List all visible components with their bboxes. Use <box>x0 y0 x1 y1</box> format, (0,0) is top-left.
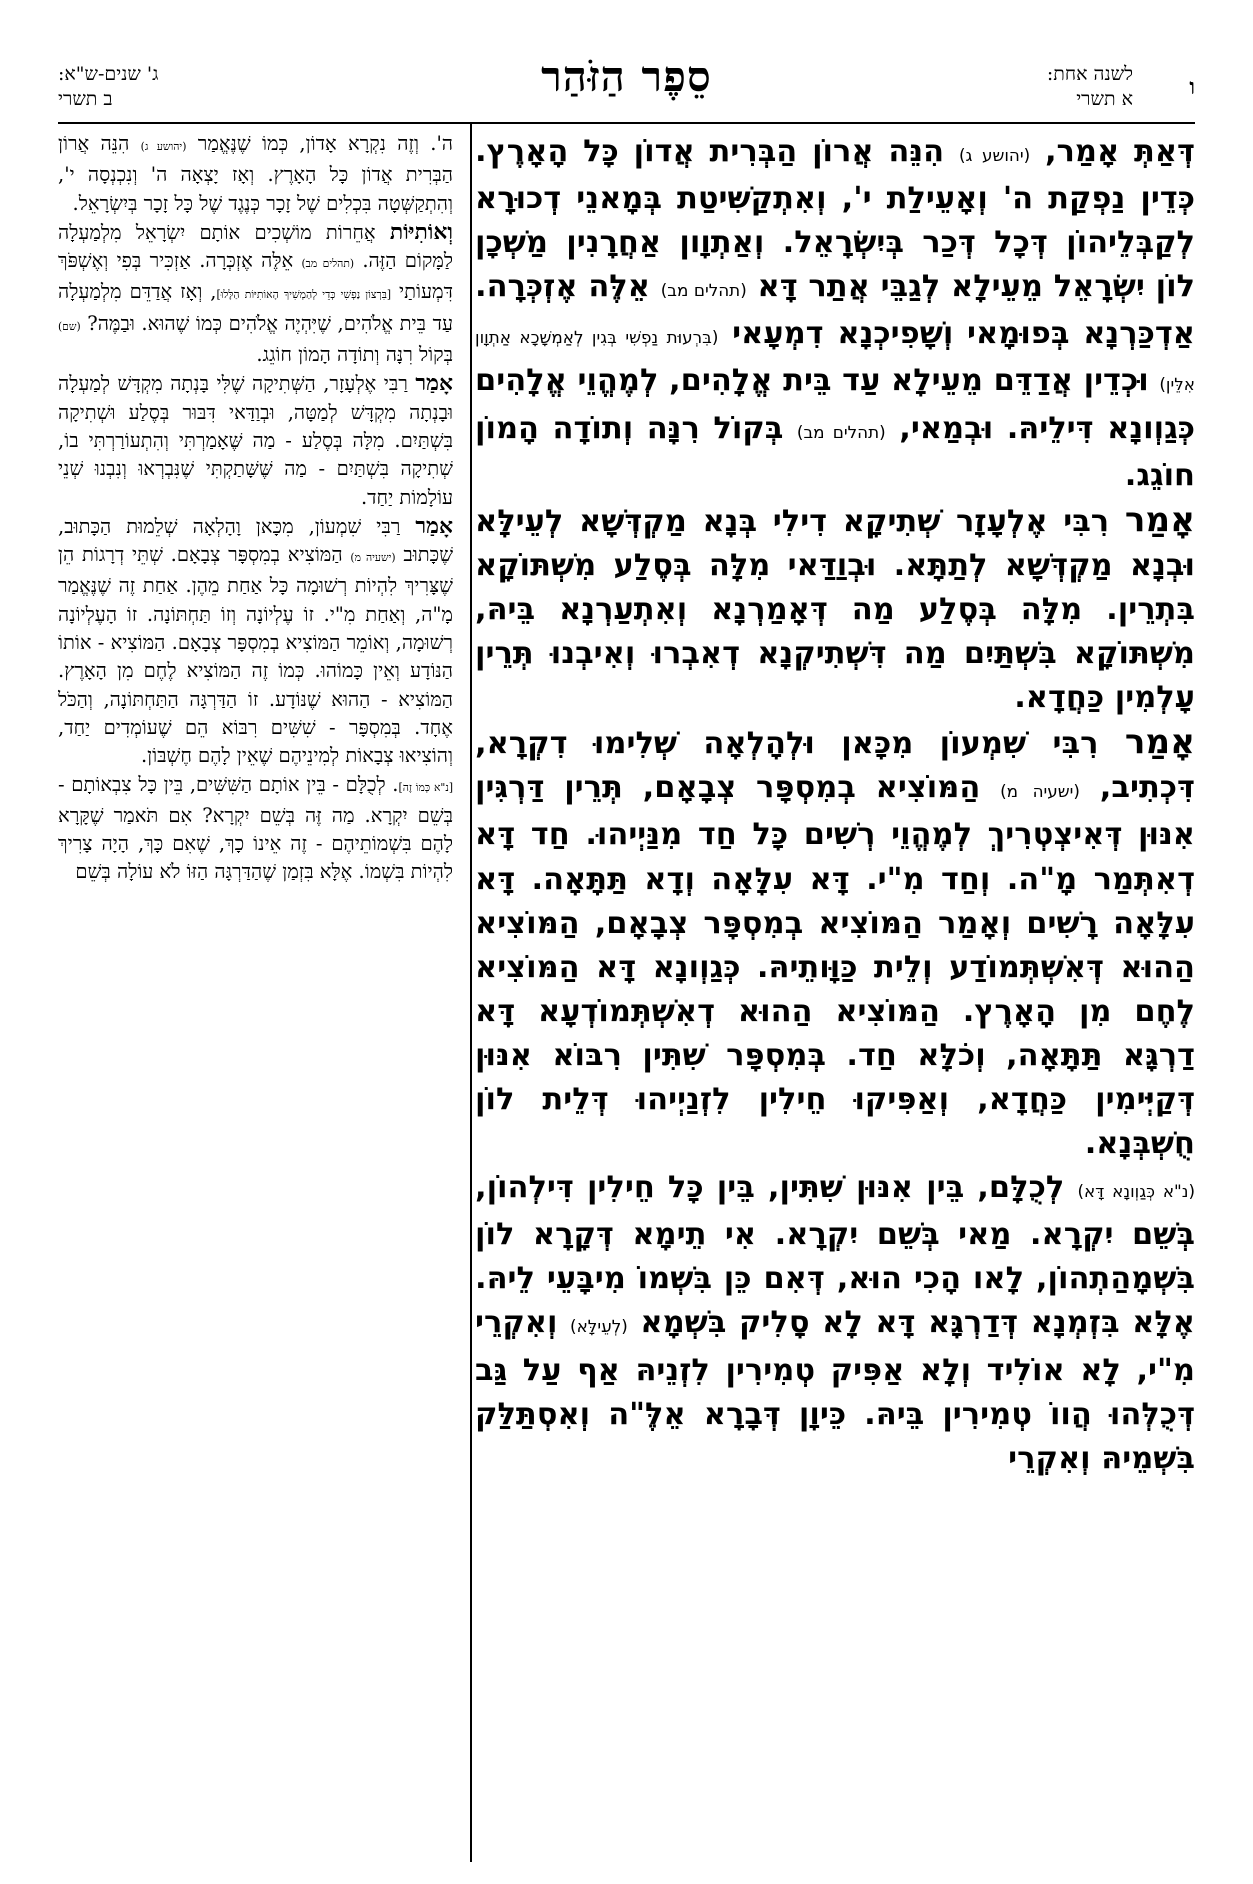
side-text: בְּקוֹל רִנָּה וְתוֹדָה הָמוֹן חוֹגֵג. <box>256 343 453 367</box>
citation: (תהלים מב) <box>301 257 355 271</box>
main-text: רִבִּי אֶלְעָזָר שְׁתִיקָא דִילִי בְּנָא מַקְדְּשָׁא לְעֵילָּא וּבְנָא מַקְדְּשָׁא לְתַתָּא. וּבְוַדַּאי מִלָּה בְּסֶלַע מִשְׁתּוֹקָא בִּתְרֵין. מִלָּה בְּסֶלַע מַה דְּאָמַרְנָא וְאִתְעַרְנָא בֵּיהּ, מִשְׁתּוֹקָא בִּשְׁתַּיִם מַה דִּשְׁתִיקְנָא דְאִבְרוּ וְאִיבְנוּ תְּרֵין עָלְמִין כַּחֲדָא. <box>475 503 1195 716</box>
main-paragraph-1 <box>475 130 1195 498</box>
side-text: רַבִּי אֶלְעָזָר, הַשְּׁתִיקָה שֶׁלִּי בָּנְתָה מִקְדָּשׁ לְמַעְלָה וּבָנְתָה מִקְדָּשׁ לְמַטָּה, וּבְוַדַּאי דִּבּוּר בְּסֶלַע וּשְׁתִיקָה בִּשְׁתַּיִם. מִלָּה בְּסֶלַע - מַה שֶּׁאָמַרְתִּי וְהִתְעוֹרַרְתִּי בוֹ, שְׁתִיקָה בִּשְׁתַּיִם - מַה שֶּׁשָּׁתַקְתִּי שֶׁנִּבְרְאוּ וְנִבְנוּ שְׁנֵי עוֹלָמוֹת יַחַד. <box>58 372 453 509</box>
citation: (ישעיה מ) <box>350 551 396 565</box>
main-text: אֵלֶּה אֶזְכְּרָה. אַדְכַּרְנָא בְּפוּמָאי וְשָׁפִיכְנָא דִמְעָאי <box>475 269 1195 352</box>
main-paragraph-3 <box>475 720 1195 1166</box>
citation: (ישעיה מ) <box>1000 781 1080 802</box>
side-paragraph-3 <box>58 369 453 511</box>
side-text: רַבִּי שִׁמְעוֹן, מִכָּאן וָהָלְאָה שְׁלֵמוּת הַכָּתוּב, שֶׁכָּתוּב <box>58 514 453 567</box>
side-paragraph-4 <box>58 512 453 771</box>
paragraph-lead-word: אָמַר <box>1124 722 1195 763</box>
citation: (שם) <box>58 319 81 333</box>
main-column <box>475 130 1195 1850</box>
page-number: ו <box>1189 74 1195 100</box>
header-left <box>58 62 318 118</box>
side-text: ה'. וְזֶה נִקְרָא אָדוֹן, כְּמוֹ שֶׁנֶּאֱמַר <box>197 132 453 155</box>
column-divider <box>470 122 472 1862</box>
side-paragraph-1 <box>58 130 453 218</box>
page-title: סֵפֶר הַזֹּהַר <box>541 52 712 101</box>
citation: (לְעֵילָּא) <box>570 1316 628 1337</box>
side-text: אֵלֶּה אֶזְכְּרָה. אַזְכִּיר בְּפִי וְאֶשְׁפֹּךְ דִּמְעוֹתַי <box>58 249 453 304</box>
side-text: הַמּוֹצִיא בְמִסְפָּר צְבָאָם. שְׁתֵּי דְרָגוֹת הֵן שֶׁצָּרִיךְ לִהְיוֹת רְשׁוּמָה כָּל אַחַת מֵהֶן. אַחַת זֶה שֶׁנֶּאֱמַר מָ"ה, וְאַחַת מִ"י. זוֹ עֶלְיוֹנָה וְזוֹ תַּחְתּוֹנָה. זוֹ הָעֶלְיוֹנָה רְשׁוּמָה, וְאוֹמֵר הַמּוֹצִיא בְמִסְפָּר צְבָאָם. הַמּוֹצִיא - אוֹתוֹ הַנּוֹדָע וְאֵין כָּמוֹהוּ. כְּמוֹ זֶה הַמּוֹצִיא לֶחֶם מִן הָאָרֶץ. הַמּוֹצִיא - הַהוּא שֶׁנּוֹדָע. זוֹ הַדַּרְגָּה הַתַּחְתּוֹנָה, וְהַכֹּל אֶחָד. בְּמִסְפָּר - שִׁשִּׁים רִבּוֹא הֵם שֶׁעוֹמְדִים יַחַד, וְהוֹצִיאוּ צְבָאוֹת לְמִינֵיהֶם שֶׁאֵין לָהֶם חֶשְׁבּוֹן. <box>58 543 453 768</box>
main-text: הַמּוֹצִיא בְמִסְפָּר צְבָאָם, תְּרֵין דַּרְגִּין אִנּוּן דְּאִיצְטְרִיךְ לְמֶהֱוֵי רְשִׁים כָּל חַד מִנַּיְיהוּ. חַד דָּא דְאִתְּמַר מָ"ה. וְחַד מִ"י. דָּא עִלָּאָה וְדָא תַּתָּאָה. דָּא עִלָּאָה רָשִׁים וְאָמַר הַמּוֹצִיא בְמִסְפָּר צְבָאָם, הַמּוֹצִיא הַהוּא דְּאִשְׁתְּמוֹדַע וְלֵית כַּוָּותֵיהּ. כְּגַוְונָא דָּא הַמּוֹצִיא לֶחֶם מִן הָאָרֶץ. הַמּוֹצִיא הַהוּא דְאִשְׁתְּמוֹדְעָא דָּא דַרְגָּא תַּתָּאָה, וְכֹלָּא חַד. בְּמִסְפָּר שִׁתִּין רִבּוֹא אִנּוּן דְּקַיְּימִין כַּחֲדָא, וְאַפִּיקוּ חֵילִין לִזְנַיְיהוּ דְּלֵית לוֹן חֻשְׁבְּנָא. <box>475 770 1195 1162</box>
paragraph-lead-word: וְאוֹתִיּוֹת <box>389 218 453 245</box>
main-text: דְּאַתְּ אָמַר, <box>1044 134 1195 169</box>
header-right <box>873 62 1133 118</box>
citation: (נ"א כְּגַוְונָא דָּא) <box>1077 1181 1195 1202</box>
main-paragraph-4 <box>475 1166 1195 1481</box>
header-right-line1: לשנה אחת: <box>1046 63 1133 85</box>
side-paragraph-2 <box>58 218 453 369</box>
side-text: . לְכֻלָּם - בֵּין אוֹתָם הַשִּׁשִּׁים, בֵּין כָּל צִבְאוֹתָם - בְּשֵׁם יִקְרָא. מַה זֶּה בְּשֵׁם יִקְרָא? אִם תֹּאמַר שֶׁקָּרָא לָהֶם בִּשְׁמוֹתֵיהֶם - זֶה אֵינוֹ כָךְ, שֶׁאִם כָּךְ, הָיָה צָרִיךְ לִהְיוֹת בִּשְׁמוֹ. אֶלָּא בִּזְמַן שֶׁהַדַּרְגָּה הַזּוֹ לֹא עוֹלָה בְּשֵׁם <box>58 772 453 884</box>
main-text: בְּקוֹל רִנָּה וְתוֹדָה הָמוֹן חוֹגֵג. <box>475 410 1195 493</box>
paragraph-lead-word: אָמַר <box>415 512 453 539</box>
header-rule <box>58 122 1195 124</box>
side-text: , וְאָז אֲדַדֵּם מִלְמַעְלָה עַד בֵּית אֱלֹהִים, שֶׁיִּהְיֶה אֱלֹהִים כְּמוֹ שֶׁהוּא. וּבַמֶּה? <box>58 280 453 335</box>
main-text: לְכֻלָּם, בֵּין אִנּוּן שִׁתִּין, בֵּין כָּל חֵילִין דִּילְהוֹן, בְּשֵׁם יִקְרָא. מַאי בְּשֵׁם יִקְרָא. אִי תֵימָא דְּקָרָא לוֹן בִּשְׁמָהַתְהוֹן, לָאו הָכִי הוּא, דְּאִם כֵּן בִּשְׁמוֹ מִיבָּעֵי לֵיהּ. אֶלָּא בִּזְמְנָא דְּדַרְגָּא דָּא לָא סָלִיק בִּשְׁמָא <box>475 1170 1195 1341</box>
main-text: וּכְדֵין אֲדַדֵּם מֵעֵילָא עַד בֵּית אֱלָהִים, לְמֶהֱוֵי אֱלָהִים כְּגַוְונָא דִּילֵיהּ. וּבְמַאי, <box>475 363 1195 446</box>
citation: (תהלים מב) <box>660 280 747 301</box>
citation: [נ"א כְּמוֹ זֶה] <box>398 780 453 794</box>
header-right-line2: א תשרי <box>1076 88 1133 110</box>
header-left-line2: ב תשרי <box>58 88 113 110</box>
citation: [בִּרְצוֹן נַפְשִׁי כְּדֵי לְהַמְשִׁיךְ הָאוֹתִיּוֹת הַלָּלוּ] <box>216 288 392 302</box>
paragraph-lead-word: אָמַר <box>1124 499 1195 540</box>
side-paragraph-5 <box>58 771 453 887</box>
citation: (בִּרְעוּת נַפְשִׁי בְּגִין לְאַמְשָׁכָא אַתְוָון אִלֵּין) <box>475 327 1195 395</box>
citation: (יהושע ג) <box>140 140 187 153</box>
citation: (תהלים מב) <box>796 421 886 442</box>
header-left-line1: ג' שנים-ש"א: <box>58 63 159 85</box>
translation-column <box>58 130 453 1850</box>
main-paragraph-2 <box>475 498 1195 720</box>
side-text: הִנֵּה אֲרוֹן הַבְּרִית אֲדוֹן כָּל הָאָרֶץ. וְאָז יָצְאָה ה' וְנִכְנְסָה י', וְהִתְקַשְּׁטָה בִּכְלִים שֶׁל זָכָר כְּנֶגֶד שֶׁל כָּל זָכָר בְּיִשְׂרָאֵל. <box>58 132 453 215</box>
main-text: הִנֵּה אֲרוֹן הַבְּרִית אֲדוֹן כָּל הָאָרֶץ. כְּדֵין נַפְקַת ה' וְאָעֵילַת י', וְאִתְקַשִּׁיטַת בְּמָאנֵי דְכוּרָא לְקַבְּלֵיהוֹן דְּכָל דְּכַר בְּיִשְׂרָאֵל. וְאַתְוָון אַחֲרָנִין מַשְׁכָן לוֹן יִשְׂרָאֵל מֵעֵילָא לְגַבֵּי אֲתַר דָּא <box>475 134 1195 305</box>
citation: (יהושע ג) <box>958 145 1031 165</box>
side-text: אֲחֵרוֹת מוֹשְׁכִים אוֹתָם יִשְׂרָאֵל מִלְמַעְלָה לַמָּקוֹם הַזֶּה. <box>58 220 453 273</box>
paragraph-lead-word: אָמַר <box>415 370 453 397</box>
main-text: וְאִקְרֵי מִ"י, לָא אוֹלִיד וְלָא אַפִּיק טְמִירִין לִזְנֵיהּ אַף עַל גַּב דְּכֻלְּהוּ הֲווֹ טְמִירִין בֵּיהּ. כֵּיוָן דְּבָרָא אֵלֶּ"ה וְאִסְתַּלַּק בִּשְׁמֵיהּ וְאִקְרֵי <box>475 1305 1195 1476</box>
main-text: רִבִּי שִׁמְעוֹן מִכָּאן וּלְהָלְאָה שְׁלִימוּ דִקְרָא, דִּכְתִיב, <box>475 726 1195 806</box>
